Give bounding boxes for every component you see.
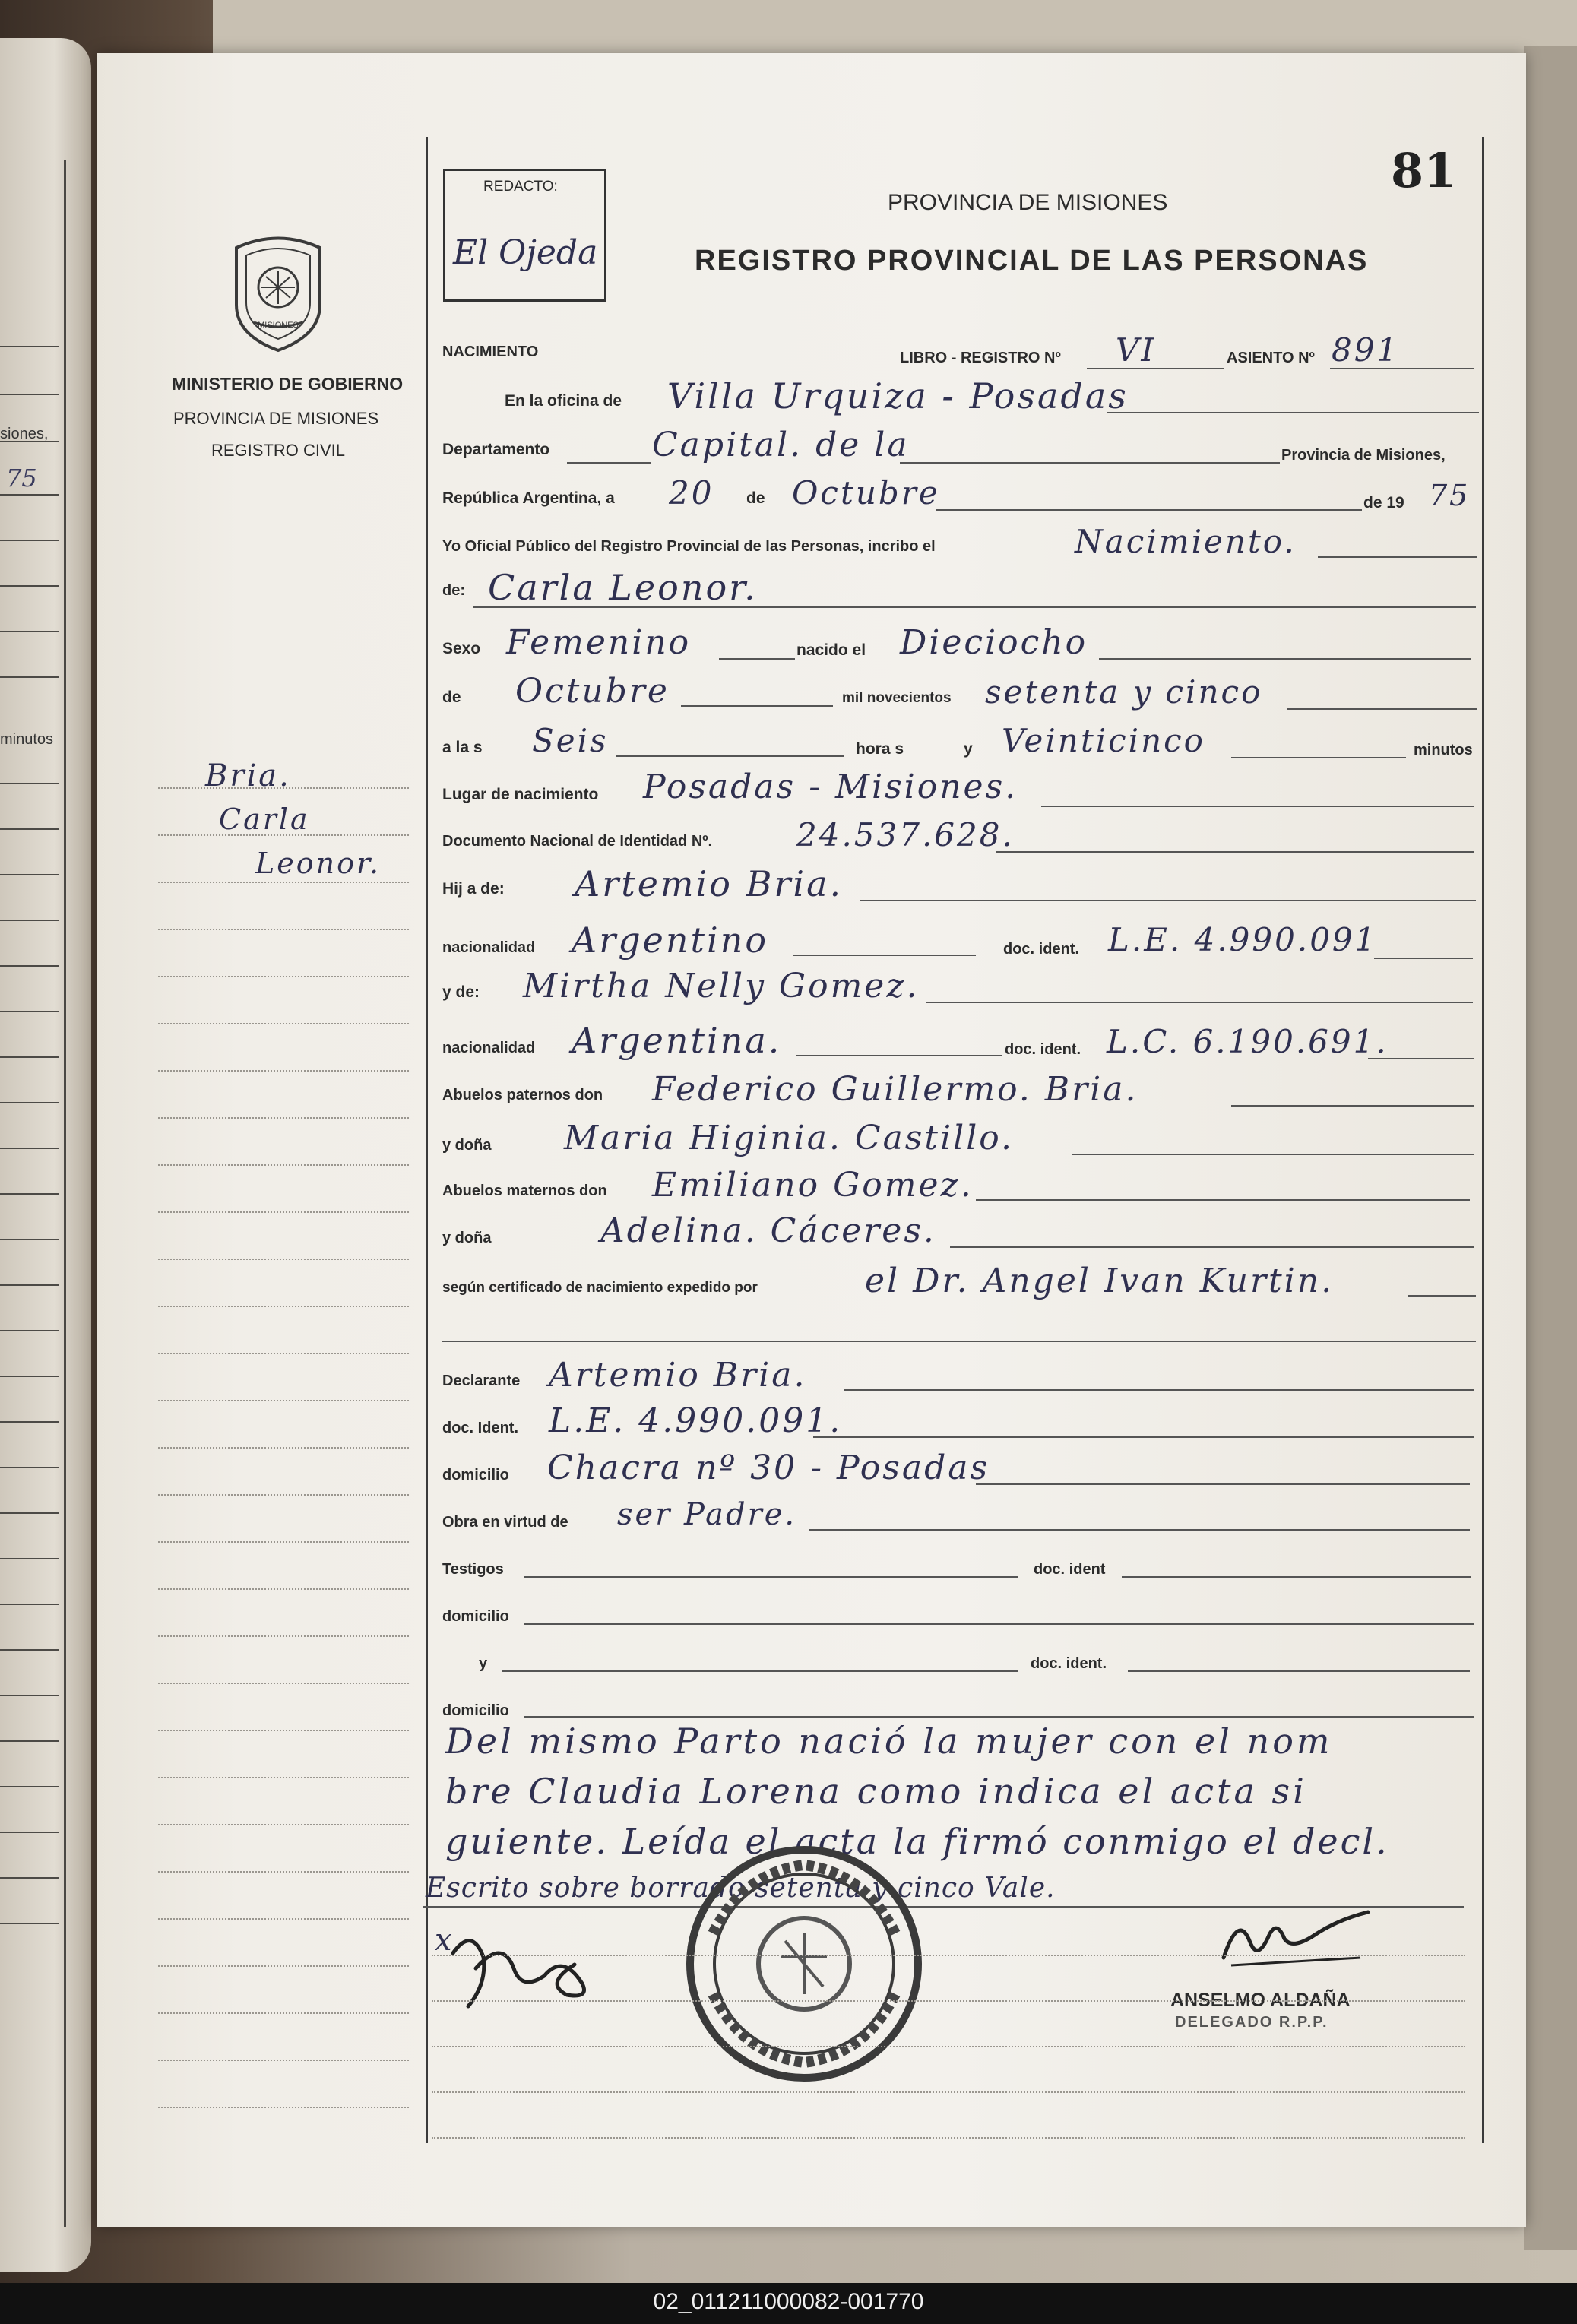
form-entry: VI [1116, 331, 1156, 369]
fill-line [844, 1389, 1474, 1391]
fill-line [936, 509, 1362, 511]
form-label: Obra en virtud de [442, 1514, 568, 1531]
form-right-rule [1482, 137, 1484, 2143]
form-label: domicilio [442, 1608, 509, 1625]
margin-line [158, 976, 409, 977]
form-entry: 75 [1429, 479, 1471, 512]
left-page-line [0, 828, 59, 830]
margin-line [158, 1730, 409, 1731]
form-label: ASIENTO Nº [1227, 350, 1315, 366]
form-entry: L.C. 6.190.691. [1107, 1023, 1389, 1060]
left-page-line [0, 874, 59, 875]
fill-line [1408, 1295, 1476, 1297]
margin-line [158, 834, 409, 836]
form-label: Provincia de Misiones, [1281, 447, 1446, 464]
margin-line [158, 929, 409, 930]
margin-line [158, 1070, 409, 1072]
left-page-line [0, 1376, 59, 1377]
fill-line [1087, 368, 1224, 369]
form-label: Testigos [442, 1561, 504, 1578]
left-page-line [0, 540, 59, 541]
form-entry: Emiliano Gomez. [652, 1166, 974, 1205]
form-label: nacido el [796, 641, 866, 659]
margin-note: Bria. [205, 758, 291, 793]
left-page-line [0, 783, 59, 784]
form-label: República Argentina, a [442, 489, 615, 507]
left-page-line [0, 1193, 59, 1195]
fill-line [1318, 556, 1477, 558]
margin-note: Carla [219, 803, 310, 836]
form-label: Hij a de: [442, 880, 505, 898]
fill-line [1107, 412, 1479, 413]
declarant-mark: x [435, 1923, 454, 1958]
margin-line [158, 1447, 409, 1449]
left-page-line [0, 631, 59, 632]
form-entry: 891 [1332, 331, 1400, 369]
form-entry: Seis [532, 722, 609, 759]
form-label: de: [442, 582, 465, 599]
fill-line [1330, 368, 1474, 369]
form-entry: Argentino [572, 920, 769, 961]
note-area-line [432, 2137, 1465, 2139]
margin-line [158, 1541, 409, 1543]
form-label: nacionalidad [442, 1040, 536, 1056]
form-label: de [746, 489, 765, 507]
form-label: Abuelos paternos don [442, 1087, 603, 1103]
margin-line [158, 1353, 409, 1354]
redacto-label: REDACTO: [483, 179, 558, 195]
note-area-line [432, 2000, 1465, 2002]
form-entry: Argentina. [572, 1020, 782, 1061]
form-label: doc. ident. [1005, 1041, 1081, 1058]
form-label: Departamento [442, 441, 550, 458]
fill-line [796, 1055, 1002, 1056]
margin-line [158, 1494, 409, 1496]
header-province: PROVINCIA DE MISIONES [888, 190, 1168, 215]
note-area-line [432, 2091, 1465, 2093]
note-line: Escrito sobre borrado setenta y cinco Vale. [426, 1873, 1056, 1904]
form-entry: Dieciocho [900, 623, 1088, 662]
left-page-line [0, 1467, 59, 1468]
fill-line [1122, 1576, 1471, 1578]
margin-line [158, 2107, 409, 2108]
fill-line [473, 606, 1476, 608]
form-entry: L.E. 4.990.091 [1108, 921, 1378, 958]
left-page-line [0, 494, 59, 496]
left-page-line [0, 1512, 59, 1514]
form-entry: Villa Urquiza - Posadas [667, 375, 1129, 416]
left-page-line [0, 1649, 59, 1651]
form-entry: Chacra nº 30 - Posadas [547, 1449, 990, 1487]
left-page-line [0, 1284, 59, 1286]
note-area-line [432, 2046, 1465, 2047]
form-entry: ser Padre. [617, 1497, 797, 1532]
form-entry: Maria Higinia. Castillo. [564, 1119, 1014, 1157]
margin-line [158, 2012, 409, 2014]
form-label: según certificado de nacimiento expedido por [442, 1280, 758, 1296]
fill-line [976, 1483, 1470, 1485]
fill-line [1072, 1154, 1474, 1155]
note-area-line [432, 1955, 1465, 1956]
fill-line [996, 851, 1474, 853]
form-entry: 20 [669, 474, 714, 511]
left-page-line [0, 1786, 59, 1787]
fill-line [1099, 658, 1471, 660]
fill-line [900, 462, 1280, 464]
form-entry: Nacimiento. [1075, 523, 1297, 560]
margin-line [158, 1918, 409, 1920]
fill-line [524, 1623, 1474, 1625]
official-name: ANSELMO ALDAÑA [1170, 1990, 1351, 2011]
margin-line [158, 1117, 409, 1119]
left-page-line [0, 1330, 59, 1331]
book-edge-right [1524, 46, 1577, 2250]
form-entry: Capital. de la [652, 426, 910, 464]
form-label: y doña [442, 1230, 492, 1246]
folio-number: 81 [1391, 143, 1457, 198]
form-label: Declarante [442, 1373, 521, 1389]
official-stamp-seal [682, 1842, 926, 2085]
left-page-line [0, 1695, 59, 1696]
form-label: a la s [442, 739, 483, 756]
margin-line [158, 2060, 409, 2061]
left-page-line [0, 1421, 59, 1423]
left-page-line [0, 1056, 59, 1058]
margin-line [158, 1824, 409, 1825]
left-page-handwriting: 75 [6, 464, 37, 492]
fill-line [1231, 757, 1406, 758]
form-label: Lugar de nacimiento [442, 786, 599, 803]
fill-line [860, 900, 1476, 901]
header-title: REGISTRO PROVINCIAL DE LAS PERSONAS [695, 245, 1369, 277]
left-page-line [0, 1558, 59, 1559]
image-caption: 02_011211000082-001770 [653, 2289, 924, 2314]
margin-line [158, 1635, 409, 1637]
form-label: nacionalidad [442, 939, 536, 956]
fill-line [524, 1716, 1474, 1718]
form-label: y doña [442, 1137, 492, 1154]
fill-line [1374, 958, 1473, 959]
left-page-line [0, 1877, 59, 1879]
form-label: doc. ident [1034, 1561, 1106, 1578]
official-title: DELEGADO R.P.P. [1175, 2014, 1328, 2031]
fill-line [1041, 806, 1474, 807]
registry-label: REGISTRO CIVIL [211, 441, 346, 460]
form-entry: 24.537.628. [796, 816, 1015, 853]
fill-line [1231, 1105, 1474, 1107]
form-entry: Posadas - Misiones. [643, 768, 1018, 806]
fill-line [793, 955, 976, 956]
left-page-line [0, 1604, 59, 1605]
fill-line [502, 1670, 1018, 1672]
form-label: domicilio [442, 1467, 509, 1483]
seal-label: MISIONES [258, 321, 299, 330]
form-label: Documento Nacional de Identidad Nº. [442, 833, 713, 850]
left-page-line [0, 1832, 59, 1833]
margin-line [158, 1306, 409, 1307]
left-page-line [0, 1011, 59, 1012]
form-label: de [442, 689, 461, 706]
note-line: bre Claudia Lorena como indica el acta si [445, 1771, 1307, 1812]
fill-line [809, 1529, 1470, 1531]
left-page-text: siones, [0, 426, 49, 442]
fill-line [813, 1436, 1474, 1438]
form-entry: Adelina. Cáceres. [600, 1211, 936, 1250]
left-page-rule [64, 160, 66, 2227]
form-entry: Artemio Bria. [575, 863, 844, 904]
form-entry: Femenino [506, 623, 692, 662]
form-label: LIBRO - REGISTRO Nº [900, 350, 1061, 366]
note-line: Del mismo Parto nació la mujer con el nom [445, 1721, 1333, 1762]
form-entry: Federico Guillermo. Bria. [652, 1070, 1138, 1109]
fill-line [442, 1341, 1476, 1342]
form-entry: Octubre [515, 672, 670, 711]
provincial-seal-icon [225, 233, 331, 354]
margin-line [158, 1023, 409, 1024]
form-label: doc. ident. [1031, 1655, 1107, 1672]
form-label: y [964, 740, 973, 758]
margin-line [158, 1211, 409, 1213]
margin-line [158, 1588, 409, 1590]
fill-line [976, 1199, 1470, 1201]
province-label: PROVINCIA DE MISIONES [173, 409, 379, 428]
note-line: guiente. Leída el acta la firmó conmigo el decl. [445, 1821, 1389, 1862]
form-entry: Carla Leonor. [488, 567, 758, 608]
form-left-rule [426, 137, 428, 2143]
fill-line [1368, 1058, 1474, 1059]
left-page-line [0, 394, 59, 395]
margin-note: Leonor. [255, 847, 382, 880]
left-page [0, 38, 91, 2272]
left-page-line [0, 1740, 59, 1742]
form-label: domicilio [442, 1702, 509, 1719]
margin-line [158, 1777, 409, 1778]
left-page-line [0, 1923, 59, 1924]
margin-line [158, 1965, 409, 1967]
left-page-line [0, 676, 59, 678]
fill-line [926, 1002, 1473, 1003]
form-label: minutos [1414, 742, 1473, 758]
form-entry: el Dr. Angel Ivan Kurtin. [865, 1262, 1335, 1300]
form-entry: Octubre [792, 474, 940, 511]
fill-line [1287, 708, 1477, 710]
form-label: doc. Ident. [442, 1420, 518, 1436]
form-label: Sexo [442, 640, 481, 657]
fill-line [950, 1246, 1474, 1248]
fill-line [567, 462, 651, 464]
left-page-line [0, 346, 59, 347]
form-entry: L.E. 4.990.091. [549, 1401, 843, 1440]
left-page-text: minutos [0, 731, 54, 748]
fill-line [524, 1576, 1018, 1578]
margin-line [158, 1400, 409, 1401]
form-entry: Mirtha Nelly Gomez. [523, 967, 920, 1005]
left-page-line [0, 965, 59, 967]
official-signature [1208, 1904, 1376, 1973]
form-label: mil novecientos [842, 690, 952, 706]
form-label: de 19 [1363, 494, 1404, 511]
form-label: y de: [442, 983, 480, 1001]
redacto-box [443, 169, 606, 302]
form-entry: setenta y cinco [985, 673, 1263, 711]
fill-line [616, 755, 844, 757]
form-label: hora s [856, 740, 904, 758]
form-label: doc. ident. [1003, 941, 1079, 958]
margin-line [158, 1259, 409, 1260]
form-entry: Artemio Bria. [549, 1356, 807, 1395]
margin-line [158, 787, 409, 789]
margin-line [158, 1683, 409, 1684]
form-label: Abuelos maternos don [442, 1183, 607, 1199]
form-entry: Veinticinco [1002, 722, 1205, 759]
left-page-line [0, 1239, 59, 1240]
left-page-line [0, 585, 59, 587]
margin-line [158, 882, 409, 883]
fill-line [719, 658, 795, 660]
margin-line [158, 1164, 409, 1166]
form-label: En la oficina de [505, 392, 622, 410]
book-edge-top [213, 0, 1577, 61]
form-label: NACIMIENTO [442, 344, 539, 360]
form-label: y [479, 1655, 488, 1672]
redacto-signature: El Ojeda [453, 233, 598, 272]
left-page-line [0, 920, 59, 921]
ministry-label: MINISTERIO DE GOBIERNO [172, 374, 404, 394]
form-label: Yo Oficial Público del Registro Provincial de las Personas, incribo el [442, 538, 936, 555]
left-page-line [0, 1102, 59, 1103]
fill-line [681, 705, 833, 707]
left-page-line [0, 1148, 59, 1149]
margin-line [158, 1871, 409, 1873]
fill-line [1128, 1670, 1470, 1672]
